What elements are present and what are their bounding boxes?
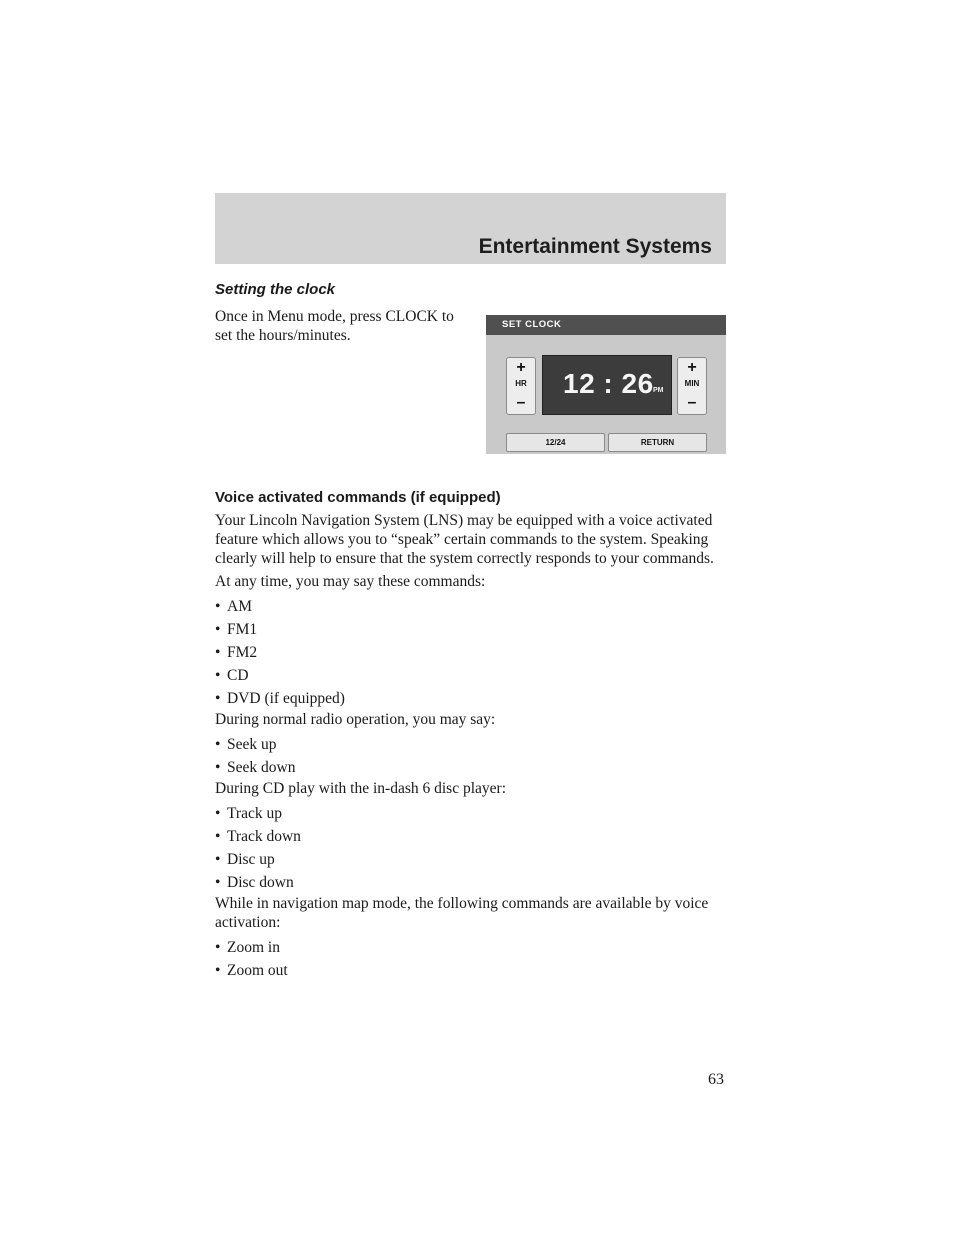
bullet: • <box>215 962 221 979</box>
minute-plus-button: + <box>687 359 697 376</box>
bullet: • <box>215 805 221 822</box>
minute-label: MIN <box>684 379 700 388</box>
bullet: • <box>215 598 221 615</box>
radio-list <box>215 733 730 779</box>
bullet: • <box>215 939 221 956</box>
btn-12-24: 12/24 <box>506 433 605 452</box>
any-time-list <box>215 595 730 710</box>
nav-text: While in navigation map mode, the following commands are available by voice activation: <box>215 895 709 931</box>
list-item: • CD <box>215 664 730 687</box>
btn-return: RETURN <box>608 433 707 452</box>
list-item: • Zoom out <box>215 959 730 982</box>
any-time-text: At any time, you may say these commands: <box>215 573 486 590</box>
radio-text: During normal radio operation, you may say: <box>215 711 496 728</box>
bullet: • <box>215 736 221 753</box>
list-item: • Track up <box>215 802 730 825</box>
bullet: • <box>215 851 221 868</box>
list-item: • FM1 <box>215 618 730 641</box>
hour-minus-button: – <box>516 394 526 411</box>
list-item: • AM <box>215 595 730 618</box>
hour-adjust <box>506 357 536 415</box>
page-number: 63 <box>708 1071 724 1088</box>
bullet: • <box>215 621 221 638</box>
bullet: • <box>215 690 221 707</box>
cd-text: During CD play with the in-dash 6 disc player: <box>215 780 507 797</box>
header-band <box>215 193 726 264</box>
bullet: • <box>215 759 221 776</box>
list-item: • Track down <box>215 825 730 848</box>
bullet: • <box>215 828 221 845</box>
list-item: • Disc up <box>215 848 730 871</box>
section-heading-clock: Setting the clock <box>215 281 336 298</box>
clock-intro: Once in Menu mode, press CLOCK to set the hours/minutes. <box>215 308 454 344</box>
nav-list <box>215 936 730 982</box>
clock-display <box>542 355 672 415</box>
clock-title: SET CLOCK <box>502 319 562 330</box>
section-heading-voice: Voice activated commands (if equipped) <box>215 489 501 506</box>
list-item: • Zoom in <box>215 936 730 959</box>
hour-label: HR <box>515 379 527 388</box>
clock-ampm: PM <box>653 387 664 394</box>
voice-body <box>215 511 730 982</box>
minute-minus-button: – <box>687 394 697 411</box>
list-item: • DVD (if equipped) <box>215 687 730 710</box>
bullet: • <box>215 667 221 684</box>
clock-time: 12 : 26 <box>563 368 654 399</box>
minute-adjust <box>677 357 707 415</box>
bullet: • <box>215 874 221 891</box>
clock-titlebar <box>486 315 726 335</box>
list-item: • Seek up <box>215 733 730 756</box>
list-item: • Seek down <box>215 756 730 779</box>
cd-list <box>215 802 730 894</box>
list-item: • Disc down <box>215 871 730 894</box>
hour-plus-button: + <box>516 359 526 376</box>
list-item: • FM2 <box>215 641 730 664</box>
bullet: • <box>215 644 221 661</box>
page-title: Entertainment Systems <box>478 235 712 258</box>
voice-intro: Your Lincoln Navigation System (LNS) may be equipped with a voice activated feature which allows you to “speak” certain commands to the system. Speaking clearly will help to ensure that the system correctly responds to your commands. <box>215 512 714 567</box>
set-clock-figure <box>486 315 726 454</box>
